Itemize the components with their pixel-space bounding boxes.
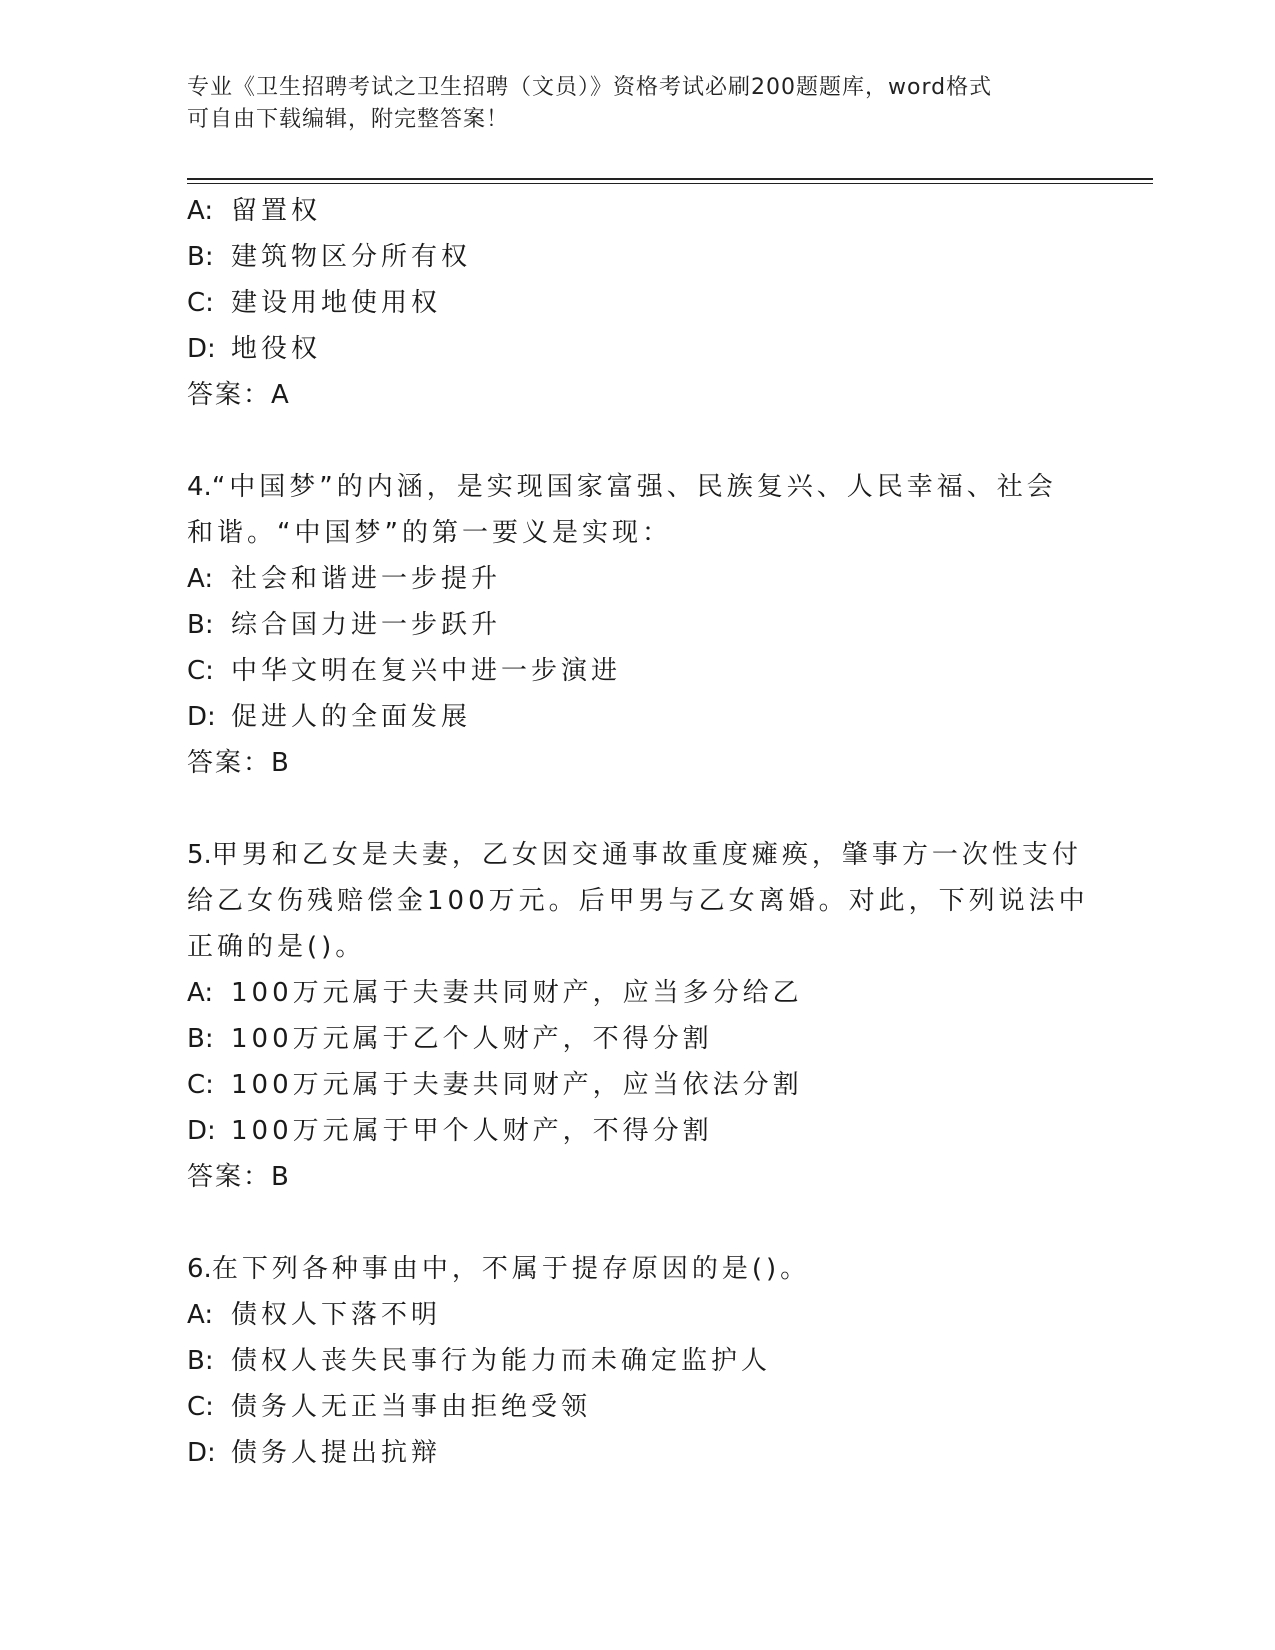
header-line-2: 可自由下载编辑，附完整答案！ [187,107,510,132]
question-3 [187,188,1087,418]
question-stem-cont: 给乙女伤残赔偿金100万元。后甲男与乙女离婚。对此，下列说法中 [187,886,1089,916]
question-5 [187,832,1087,1200]
option-b: B: 100万元属于乙个人财产，不得分割 [187,1024,713,1054]
question-stem: 6.在下列各种事由中，不属于提存原因的是()。 [187,1254,811,1284]
option-a: A: 100万元属于夫妻共同财产，应当多分给乙 [187,978,803,1008]
option-d: D: 100万元属于甲个人财产，不得分割 [187,1116,713,1146]
question-stem-cont: 正确的是()。 [187,932,366,962]
document-header [187,72,1067,136]
option-a: A: 留置权 [187,196,322,226]
answer-label: 答案：B [187,748,291,778]
option-c: C: 建设用地使用权 [187,288,442,318]
question-6 [187,1246,1087,1476]
header-rule-thin [187,183,1153,184]
header-line-1: 专业《卫生招聘考试之卫生招聘（文员）》资格考试必刷200题题库，word格式 [187,75,993,100]
question-content [187,188,1087,1476]
answer-label: 答案：B [187,1162,291,1192]
option-b: B: 建筑物区分所有权 [187,242,472,272]
option-c: C: 中华文明在复兴中进一步演进 [187,656,622,686]
question-4 [187,464,1087,786]
option-a: A: 社会和谐进一步提升 [187,564,502,594]
option-b: B: 综合国力进一步跃升 [187,610,502,640]
option-c: C: 债务人无正当事由拒绝受领 [187,1392,592,1422]
question-stem-cont: 和谐。“中国梦”的第一要义是实现： [187,518,672,548]
question-stem: 5.甲男和乙女是夫妻，乙女因交通事故重度瘫痪，肇事方一次性支付 [187,840,1082,870]
option-d: D: 债务人提出抗辩 [187,1438,442,1468]
header-rule-thick [187,178,1153,180]
option-b: B: 债权人丧失民事行为能力而未确定监护人 [187,1346,772,1376]
option-a: A: 债权人下落不明 [187,1300,442,1330]
answer-label: 答案：A [187,380,291,410]
question-stem: 4.“中国梦”的内涵，是实现国家富强、民族复兴、人民幸福、社会 [187,472,1057,502]
option-c: C: 100万元属于夫妻共同财产，应当依法分割 [187,1070,803,1100]
option-d: D: 地役权 [187,334,322,364]
option-d: D: 促进人的全面发展 [187,702,472,732]
